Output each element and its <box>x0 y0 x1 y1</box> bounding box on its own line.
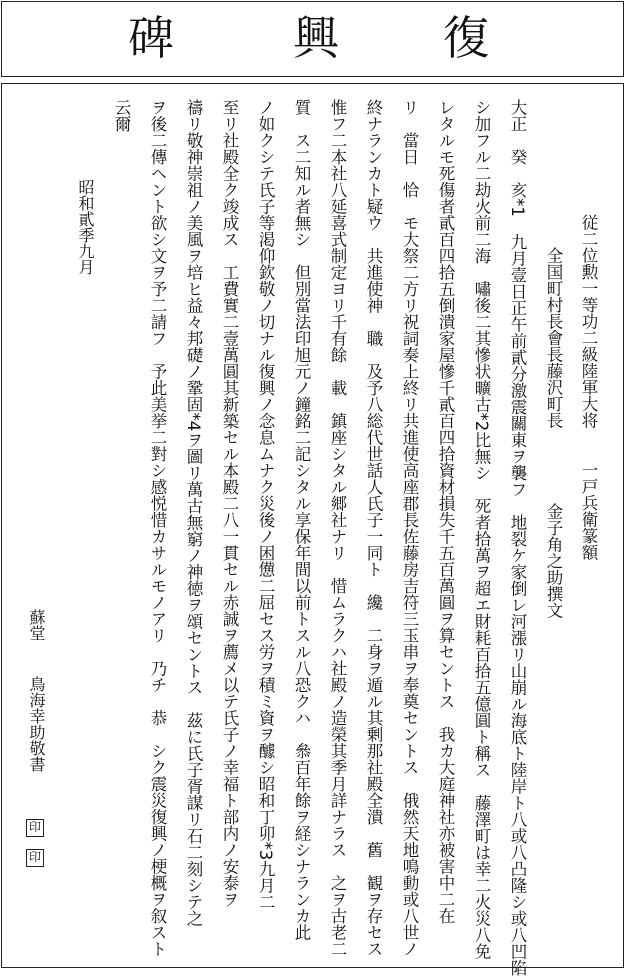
author-title-line: 全国町村長會長藤沢町長 <box>544 247 563 429</box>
body-column-2: シ加フル二劫火前二海 嘯後二其慘状曠古*2比無シ 死者拾萬ヲ超エ財耗百拾五億圓ト稱ス 藤澤町は幸二火災八免 <box>472 99 491 960</box>
body-column-11: ヲ後二傳ヘント欲シ文ヲ予二請フ 予此美挙二對シ感悦惜カサルモノアリ 乃チ 恭 シク震災復興ノ梗概ヲ叙スト <box>148 99 167 957</box>
title-char-3: 復 <box>443 11 489 65</box>
date-line: 昭和貳季九月 <box>76 179 95 275</box>
author-name-line: 金子角之助撰文 <box>544 503 563 619</box>
body-column-6: 惟フ二本社八延喜式制定ヨリ千有餘 載 鎮座シタル郷社ナリ 惜ムラクハ社殿ノ造榮其季月詳ナラス 之ヲ古老二 <box>328 99 347 957</box>
title-char-2: 興 <box>293 11 339 65</box>
body-column-8: ノ如クシテ氏子等渇仰欽敬ノ切ナル復興ノ念息ムナク災後ノ困憊二屈セス労ヲ積ミ資ヲ醵シ昭和丁卯*3九月二 <box>256 99 275 910</box>
inscription-body <box>1 83 624 976</box>
calligrapher-line: 従二位勲一等功二級陸軍大将 一戸兵衛篆額 <box>579 214 598 561</box>
body-column-4: リ 當日 恰 モ大祭二方リ祝詞奏上終リ共進使高座郡長佐藤房吉符三玉串ヲ奉奠セントス 俄然天地鳴動或八世ノ <box>400 99 419 957</box>
body-column-1: 大正 癸 亥*1 九月壹日正午前貳分激震關東ヲ襲フ 地裂ケ家倒レ河漲リ山崩ル海底ト陸岸ト八或八凸隆シ或八凹陷 <box>508 99 527 976</box>
seal-stamp-2: 印 <box>26 849 44 867</box>
body-column-7: 質 ス二知ル者無シ 但別當法印旭元ノ鐘銘二記シタル享保年間以前トスル八恐クハ 叅百年餘ヲ経シナランカ此 <box>292 99 311 941</box>
seal-stamp-1: 印 <box>26 819 44 837</box>
signature-place: 蘇堂 <box>27 609 46 641</box>
body-column-12: 云爾 <box>112 99 131 132</box>
body-column-3: レタルモ死傷者貳百四拾五倒潰家屋慘千貳百四拾資材損失千五百萬圓ヲ算セントス 我カ大庭神社亦被害中二在 <box>436 99 455 924</box>
body-column-9: 至リ社殿全ク竣成ス 工費實二壹萬圓其新築セル本殿二八一貫セル赤誠ヲ薦メ以テ氏子ノ幸福ト部内ノ安泰ヲ <box>220 99 239 908</box>
body-column-10: 禱リ敬神崇祖ノ美風ヲ培ヒ益々邦礎ノ鞏固*4ヲ圖リ萬古無窮ノ神徳ヲ頌セントス 茲に氏子胥謀リ石二刻シテ之 <box>184 99 203 927</box>
title-char-1: 碑 <box>128 11 174 65</box>
signature-name: 鳥海幸助敬書 <box>27 676 46 772</box>
body-column-5: 終ナランカト疑ウ 共進使神 職 及予八総代世話人氏子一同ト 纔 二身ヲ遁ル其剰那社殿全潰 舊 観ヲ存セス <box>364 99 383 957</box>
title-box <box>1 1 624 77</box>
